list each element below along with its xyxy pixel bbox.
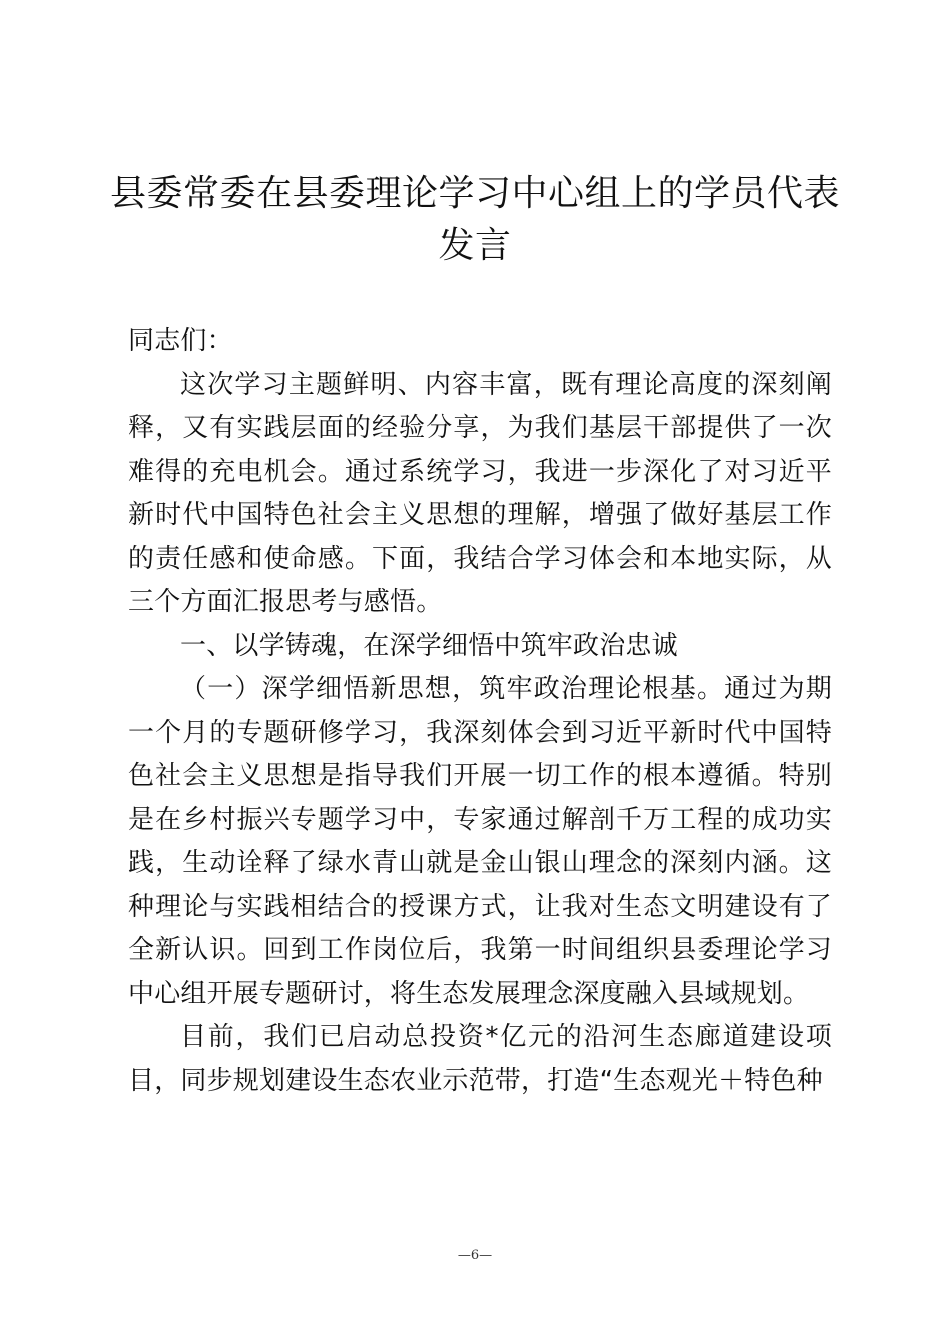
document-title: 县委常委在县委理论学习中心组上的学员代表发言: [110, 173, 841, 266]
paragraph-subsection-1: （一）深学细悟新思想，筑牢政治理论根基。通过为期一个月的专题研修学习，我深刻体会到习近平新时代中国特色社会主义思想是指导我们开展一切工作的根本遵循。特别是在乡村振兴专题学习中，专家通过解剖千万工程的成功实践，生动诠释了绿水青山就是金山银山理念的深刻内涵。这种理论与实践相结合的授课方式，让我对生态文明建设有了全新认识。回到工作岗位后，我第一时间组织县委理论学习中心组开展专题研讨，将生态发展理念深度融入县域规划。: [128, 674, 832, 1009]
salutation: 同志们：: [128, 326, 233, 356]
document-body: [128, 320, 832, 1103]
section-heading-1: 一、以学铸魂，在深学细悟中筑牢政治忠诚: [180, 630, 678, 661]
paragraph-intro: 这次学习主题鲜明、内容丰富，既有理论高度的深刻阐释，又有实践层面的经验分享，为我们基层干部提供了一次难得的充电机会。通过系统学习，我进一步深化了对习近平新时代中国特色社会主义思想的理解，增强了做好基层工作的责任感和使命感。下面，我结合学习体会和本地实际，从三个方面汇报思考与感悟。: [128, 369, 832, 617]
paragraph-current-projects: 目前，我们已启动总投资*亿元的沿河生态廊道建设项目，同步规划建设生态农业示范带，打造“生态观光＋特色种: [128, 1022, 832, 1096]
page-number: —6—: [457, 1248, 493, 1263]
